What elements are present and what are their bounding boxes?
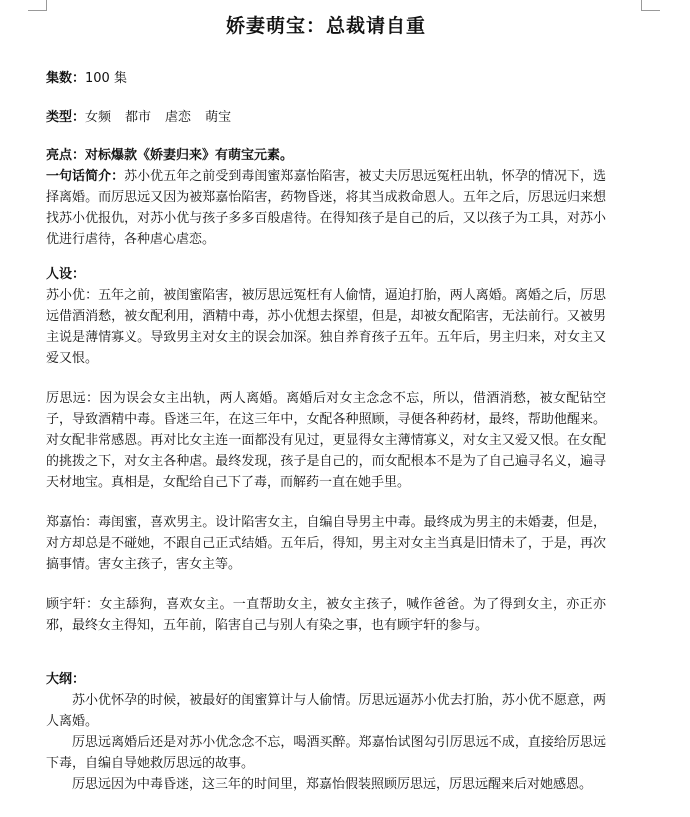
episodes-field (46, 68, 606, 89)
character-entry (46, 512, 606, 575)
characters-heading: 人设： (46, 267, 86, 282)
page-corner-mark-left (28, 0, 47, 11)
character-description: 毒闺蜜，喜欢男主。设计陷害女主，自编自导男主中毒。最终成为男主的未婚妻，但是，对方却总是不碰她，不跟自己正式结婚。五年后，得知，男主对女主当真是旧情未了，于是，再次搞事情。害女主孩子，害女主等。 (46, 515, 606, 572)
outline-paragraph: 厉思远因为中毒昏迷，这三年的时间里，郑嘉怡假装照顾厉思远，厉思远醒来后对她感恩。 (72, 777, 593, 792)
character-name: 顾宇轩： (46, 597, 100, 612)
outline-heading: 大纲： (46, 672, 86, 687)
character-entry (46, 388, 606, 493)
outline-section (46, 669, 606, 795)
summary-text: 苏小优五年之前受到毒闺蜜郑嘉怡陷害，被丈夫厉思远冤枉出轨，怀孕的情况下，选择离婚。而厉思远又因为被郑嘉怡陷害，药物昏迷，将其当成救命恩人。五年之后，厉思远归来想找苏小优报仇，对苏小优与孩子多多百般虐待。在得知孩子是自己的后，又以孩子为工具，对苏小优进行虐待，各种虐心虐恋。 (46, 169, 606, 247)
summary-paragraph (46, 166, 606, 250)
type-label: 类型： (46, 110, 86, 125)
genre-tag: 都市 (125, 110, 152, 125)
document-page (46, 0, 606, 795)
highlight-field (46, 145, 606, 166)
highlight-label: 亮点： (46, 148, 86, 163)
outline-paragraph: 厉思远离婚后还是对苏小优念念不忘，喝酒买醉。郑嘉怡试图勾引厉思远不成，直接给厉思远下毒，自编自导她救厉思远的故事。 (46, 735, 606, 771)
document-title: 娇妻萌宝：总裁请自重 (225, 15, 426, 37)
type-field (46, 107, 606, 128)
episodes-label: 集数： (46, 71, 86, 86)
episodes-value: 100 集 (85, 71, 127, 86)
character-entry (46, 594, 606, 636)
outline-paragraph: 苏小优怀孕的时候，被最好的闺蜜算计与人偷情。厉思远逼苏小优去打胎，苏小优不愿意，两人离婚。 (46, 693, 606, 729)
character-entry (46, 285, 606, 369)
genre-tag: 萌宝 (205, 110, 232, 125)
page-corner-mark-right (641, 0, 660, 11)
character-description: 五年之前，被闺蜜陷害，被厉思远冤枉有人偷情，逼迫打胎，两人离婚。离婚之后，厉思远借酒消愁，被女配利用，酒精中毒，苏小优想去探望，但是，却被女配陷害，无法前行。又被男主说是薄情寡义。导致男主对女主的误会加深。独自养育孩子五年。五年后，男主归来，对女主又爱又恨。 (46, 288, 606, 366)
character-name: 郑嘉怡： (46, 515, 99, 530)
character-name: 厉思远： (46, 391, 100, 406)
character-description: 女主舔狗，喜欢女主。一直帮助女主，被女主孩子，喊作爸爸。为了得到女主，亦正亦邪，最终女主得知，五年前，陷害自己与别人有染之事，也有顾宇轩的参与。 (46, 597, 606, 633)
genre-tag: 女频 (85, 110, 112, 125)
character-name: 苏小优： (46, 288, 99, 303)
genre-tag: 虐恋 (165, 110, 192, 125)
highlight-value: 对标爆款《娇妻归来》有萌宝元素。 (85, 148, 294, 163)
character-description: 因为误会女主出轨，两人离婚。离婚后对女主念念不忘，所以，借酒消愁，被女配钻空子，导致酒精中毒。昏迷三年，在这三年中，女配各种照顾，寻便各种药材，最终，帮助他醒来。对女配非常感恩。再对比女主连一面都没有见过，更显得女主薄情寡义，对女主又爱又恨。在女配的挑拨之下，对女主各种虐。最终发现，孩子是自己的，而女配根本不是为了自己遍寻名义，遍寻天材地宝。真相是，女配给自己下了毒，而解药一直在她手里。 (46, 391, 606, 490)
characters-section (46, 264, 606, 636)
summary-label: 一句话简介： (46, 169, 125, 184)
